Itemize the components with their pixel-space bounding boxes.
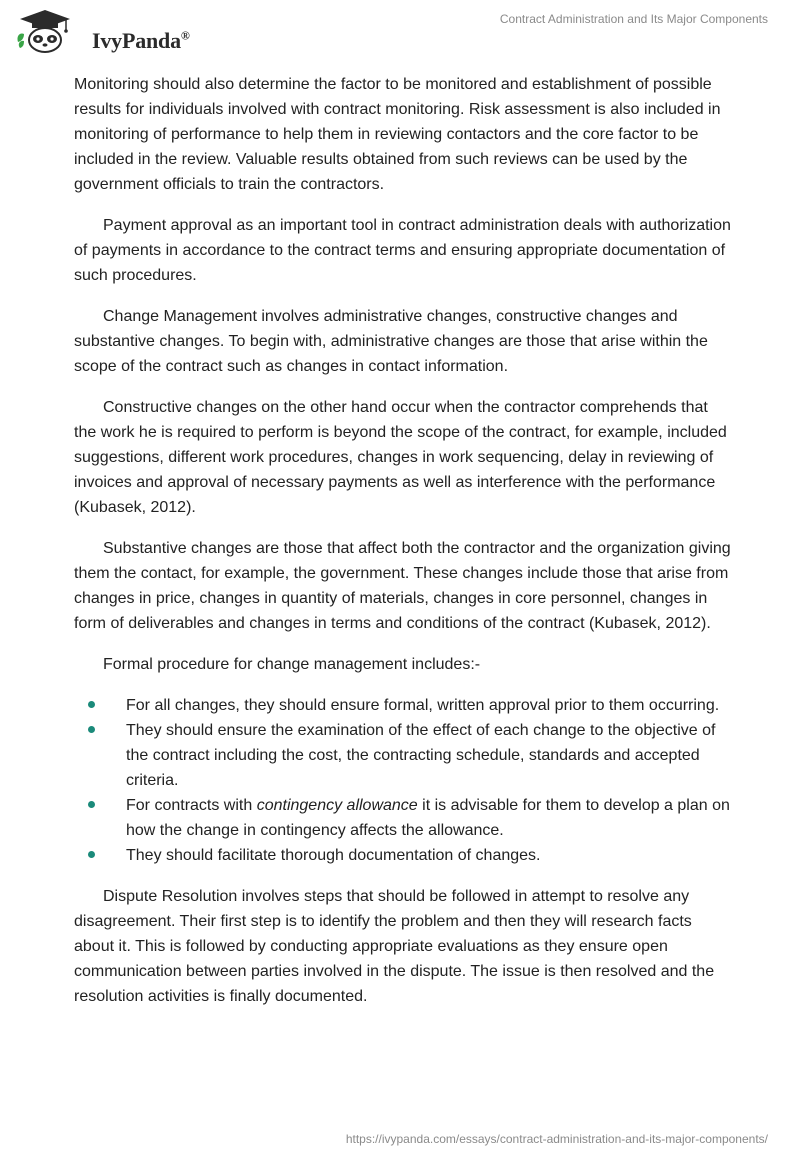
page-header <box>0 0 800 60</box>
panda-logo-icon <box>14 8 76 54</box>
bullet-icon <box>88 801 95 808</box>
paragraph: Change Management involves administrative changes, constructive changes and substantive changes. To begin with, administrative changes are those that arise within the scope of the contract such as changes in contact information. <box>74 308 708 375</box>
paragraph: Monitoring should also determine the factor to be monitored and establishment of possible results for individuals involved with contract monitoring. Risk assessment is also included in monitoring of performance to help them in reviewing contactors and the core factor to be included in the review. Valuable results obtained from such reviews can be used by the government officials to train the contractors. <box>74 76 721 193</box>
list-item: They should ensure the examination of the effect of each change to the objective of the contract including the cost, the contracting schedule, standards and accepted criteria. <box>74 718 734 793</box>
paragraph: Formal procedure for change management includes:- <box>103 656 481 673</box>
source-url[interactable]: https://ivypanda.com/essays/contract-administration-and-its-major-components/ <box>345 1132 768 1146</box>
bullet-icon <box>88 726 95 733</box>
document-title: Contract Administration and Its Major Components <box>499 12 768 26</box>
bullet-icon <box>88 701 95 708</box>
list-item: They should facilitate thorough documentation of changes. <box>74 843 734 868</box>
emphasis: contingency allowance <box>256 797 418 814</box>
list-item: For all changes, they should ensure formal, written approval prior to them occurring. <box>74 693 734 718</box>
bullet-icon <box>88 851 95 858</box>
bullet-list <box>74 693 734 868</box>
essay-body <box>74 72 734 1025</box>
paragraph: Substantive changes are those that affect both the contractor and the organization giving them the contact, for example, the government. These changes include those that arise from changes in price, changes in quantity of materials, changes in core personnel, changes in form of deliverables and changes in terms and conditions of the contract (Kubasek, 2012). <box>74 540 731 632</box>
brand-name: IvyPanda® <box>92 28 190 53</box>
ivypanda-logo[interactable] <box>14 8 204 52</box>
paragraph: Dispute Resolution involves steps that should be followed in attempt to resolve any disagreement. Their first step is to identify the problem and then they will research facts about it. This is followed by conducting appropriate evaluations as they ensure open communication between parties involved in the dispute. The issue is then resolved and the resolution activities is finally documented. <box>74 888 715 1005</box>
paragraph: Constructive changes on the other hand occur when the contractor comprehends that the work he is required to perform is beyond the scope of the contract, for example, included suggestions, different work procedures, changes in work sequencing, delay in reviewing of invoices and approval of necessary payments as well as interference with the performance (Kubasek, 2012). <box>74 399 727 516</box>
list-item: For contracts with contingency allowance it is advisable for them to develop a plan on how the change in contingency affects the allowance. <box>74 793 734 843</box>
paragraph: Payment approval as an important tool in contract administration deals with authorization of payments in accordance to the contract terms and ensuring appropriate documentation of such procedures. <box>74 217 731 284</box>
